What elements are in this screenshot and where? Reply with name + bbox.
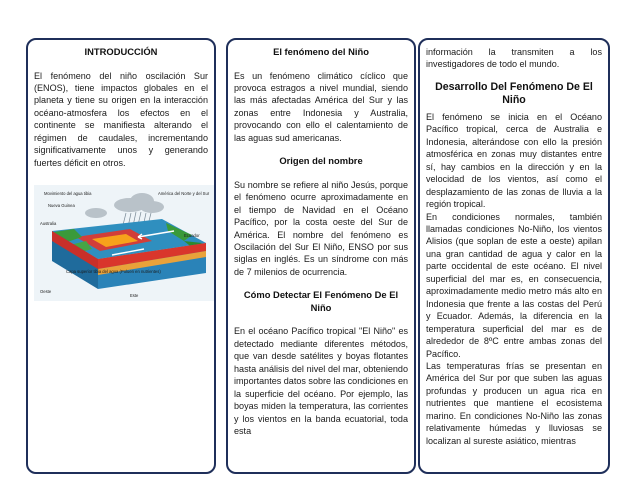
origen-heading: Origen del nombre (279, 155, 363, 167)
panel-desarrollo (418, 38, 610, 474)
detectar-paragraph: En el océano Pacífico tropical "El Niño" es detectado mediante diferentes métodos, que van desde satélites y boyas flotantes hasta análisis del nivel del mar, obteniendo importantes datos sobre las condiciones en la superficie del océano. Por ejemplo, las boyas miden la temperatura, las corrientes y los vientos en la banda ecuatorial, toda esta (234, 326, 409, 436)
origen-paragraph: Su nombre se refiere al niño Jesús, porque el fenómeno ocurre aproximadamente en el tiempo de Navidad en el Océano Pacífico, por la costa oeste del Sur de América. El nombre del fenómeno es Oscilación del Sur El Niño, ENSO por sus siglas en inglés. Es un síndrome con más de 7 milenios de ocurrencia. (234, 179, 408, 277)
label-movement: Movimiento del agua tibia (44, 191, 92, 197)
label-americas: América del Norte y del Sur (158, 191, 210, 197)
label-new-guinea: Nueva Guinea (48, 203, 75, 209)
fenomeno-intro: Es un fenómeno climático cíclico que provoca estragos a nivel mundial, siendo las más afectadas América del Sur y las zonas entre Indonesia y Australia, provocando con ello el calentamiento de las aguas sud americanas. (234, 70, 408, 143)
detectar-heading: Cómo Detectar El Fenómeno De El Niño (243, 289, 399, 313)
desarrollo-heading: Desarrollo Del Fenómeno De El Niño (435, 80, 593, 107)
desarrollo-paragraph-3: Las temperaturas frías se presentan en América del Sur por que suben las aguas profundas y producen un agua rica en nutrientes que mantiene el ecosistema marino. En condiciones No-Niño las zonas relativamente húmedas y lluviosas se localizan al sureste asiático, mientras (426, 360, 602, 446)
intro-paragraph: El fenómeno del niño oscilación Sur (ENOS), tiene impactos globales en el planeta y tiene su origen en la interacción océano-atmosfera los efectos en el continente se manifiesta alterando el régimen de caudales, incrementando significativamente unos y generando fuertes déficit en otros. (34, 70, 208, 168)
el-nino-diagram-svg (34, 185, 214, 301)
desarrollo-paragraph-1: El fenómeno se inicia en el Océano Pacífico tropical, cerca de Australia e Indonesia, alterándose con ello la presión atmosférica en zonas muy distantes entre sí, hay cambios en la dirección y en la velocidad de los vientos, así como el desplazamiento de las zonas de lluvia a la región tropical. (426, 111, 602, 210)
panel-fenomeno-del-nino (226, 38, 416, 474)
intro-heading: INTRODUCCIÓN (84, 46, 158, 57)
label-este: Este (130, 293, 139, 299)
continued-text: información la transmiten a los investigadores de todo el mundo. (426, 47, 602, 70)
label-australia: Australia (40, 221, 57, 227)
label-ecuador: Ecuador (184, 233, 200, 239)
desarrollo-paragraph-2: En condiciones normales, también llamadas condiciones No-Niño, los vientos Alisios (que soplan de este a oeste) apilan una gran cantidad de agua y calor en la parte occidental de este océano. El nivel superficial del mar es, en consecuencia, aproximadamente medio metro más alto en Indonesia que frente a las costas del Perú y Ecuador. Además, la diferencia en la temperatura superficial del mar es de alrededor de 8ºC entre ambas zonas del Pacífico. (426, 211, 602, 359)
panel-introduccion (26, 38, 216, 474)
label-oeste: Oeste (40, 289, 52, 295)
fenomeno-heading: El fenómeno del Niño (273, 46, 369, 57)
el-nino-diagram (34, 185, 214, 301)
label-layer: Capa superior tibia del agua (Poluen en nutrientes) (66, 269, 161, 275)
